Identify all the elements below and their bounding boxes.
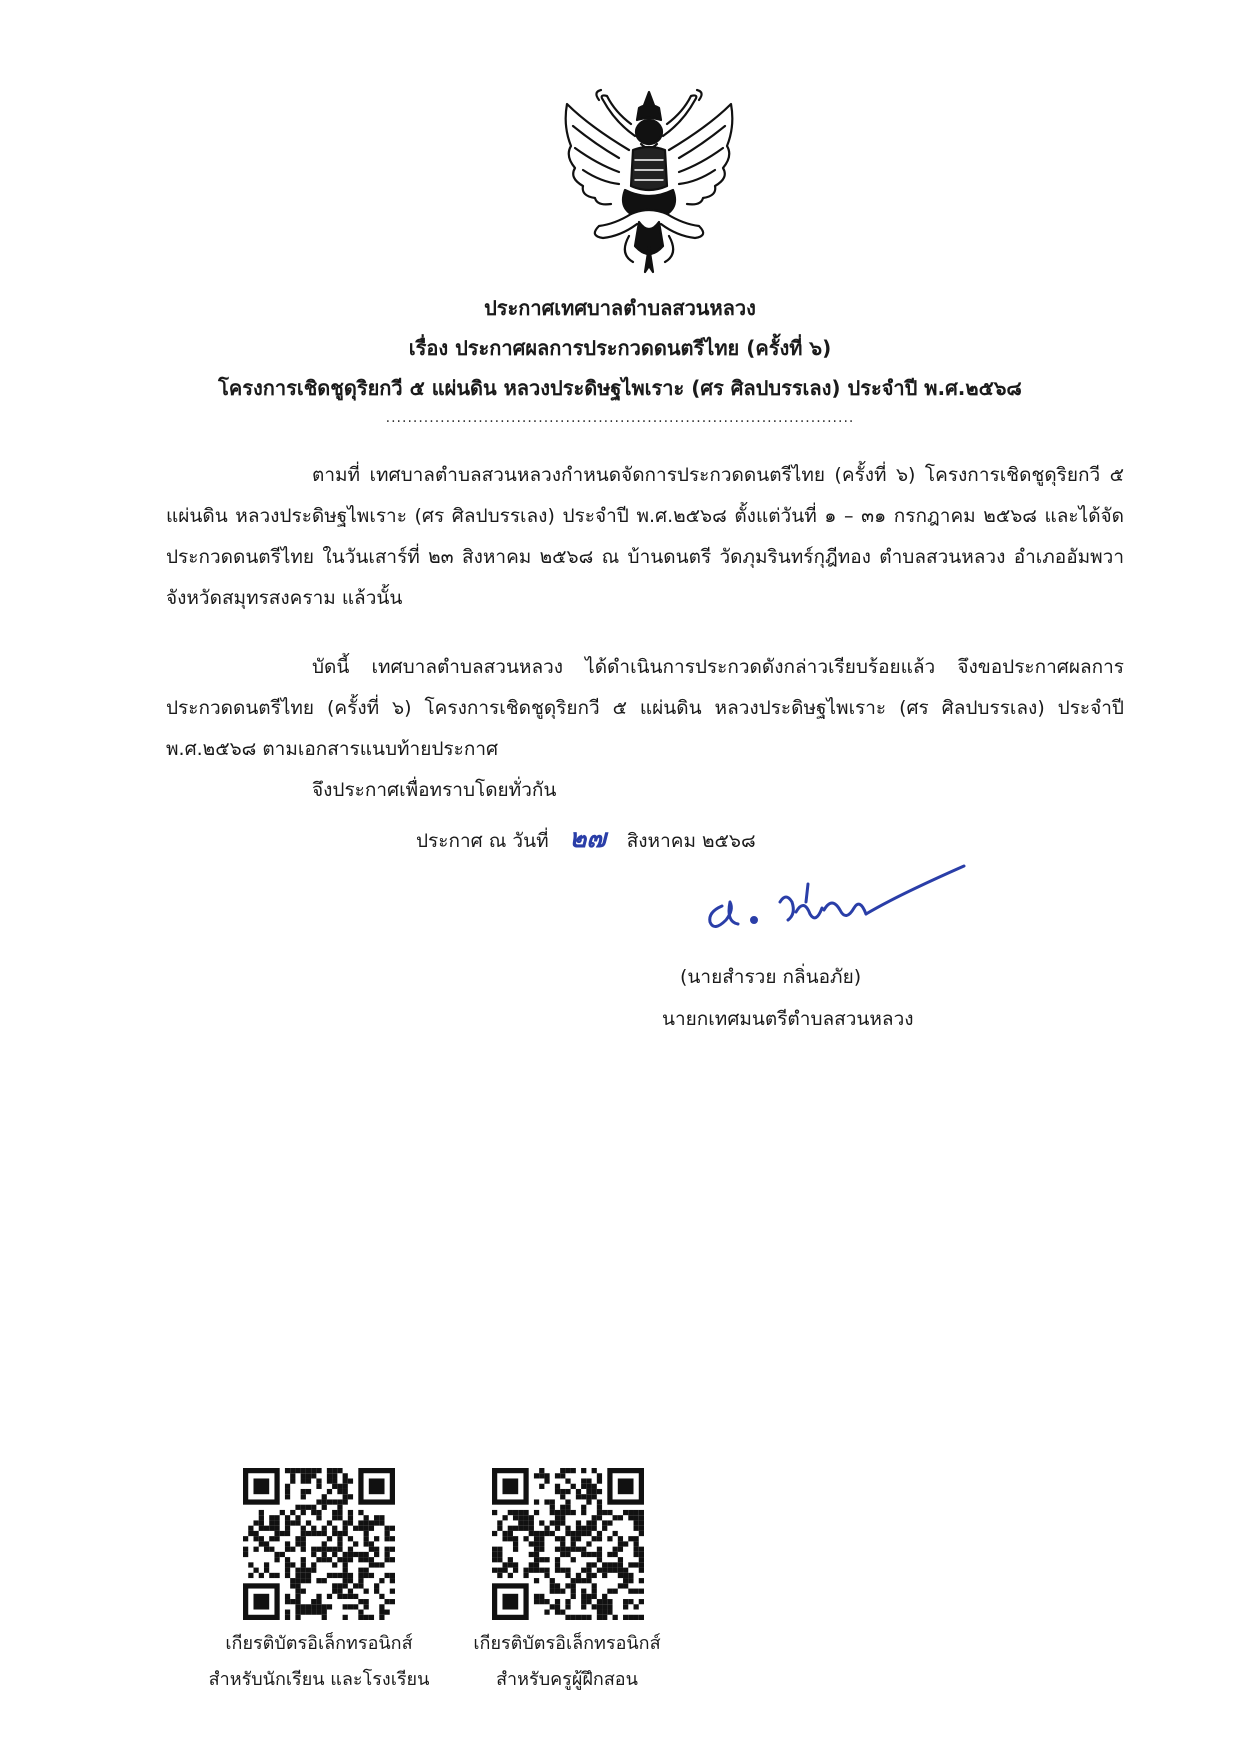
qr-caption-students <box>174 1626 464 1698</box>
garuda-emblem <box>558 86 740 276</box>
signer-title: นายกเทศมนตรีตำบลสวนหลวง <box>662 1008 914 1030</box>
handwritten-day: ๒๗ <box>569 824 606 854</box>
announcement-subject-heading: เรื่อง ประกาศผลการประกวดดนตรีไทย (ครั้งที่ ๖) <box>408 336 832 360</box>
qr-caption-students-line1: เกียรติบัตรอิเล็กทรอนิกส์ <box>225 1633 413 1654</box>
body-paragraph-1 <box>166 455 1124 619</box>
qr-caption-teachers <box>422 1626 712 1698</box>
date-prefix: ประกาศ ณ วันที่ <box>416 830 549 852</box>
qr-code-students[interactable] <box>243 1468 395 1620</box>
paragraph-2-text: บัดนี้ เทศบาลตำบลสวนหลวง ได้ดำเนินการประกวดดังกล่าวเรียบร้อยแล้ว จึงขอประกาศผลการประกวดดนตรีไทย (ครั้งที่ ๖) โครงการเชิดชูดุริยกวี ๕ แผ่นดิน หลวงประดิษฐไพเราะ (ศร ศิลปบรรเลง) ประจำปี พ.ศ.๒๕๖๘ ตามเอกสารแนบท้ายประกาศ <box>166 656 1124 760</box>
date-month-year: สิงหาคม ๒๕๖๘ <box>626 830 756 852</box>
closing-statement: จึงประกาศเพื่อทราบโดยทั่วกัน <box>312 779 557 801</box>
qr-caption-teachers-line2: สำหรับครูผู้ฝึกสอน <box>496 1669 638 1690</box>
paragraph-1-text: ตามที่ เทศบาลตำบลสวนหลวงกำหนดจัดการประกวดดนตรีไทย (ครั้งที่ ๖) โครงการเชิดชูดุริยกวี ๕ แผ่นดิน หลวงประดิษฐไพเราะ (ศร ศิลปบรรเลง) ประจำปี พ.ศ.๒๕๖๘ ตั้งแต่วันที่ ๑ – ๓๑ กรกฎาคม ๒๕๖๘ และได้จัดประกวดดนตรีไทย ในวันเสาร์ที่ ๒๓ สิงหาคม ๒๕๖๘ ณ บ้านดนตรี วัดภุมรินทร์กุฎีทอง ตำบลสวนหลวง อำเภออัมพวา จังหวัดสมุทรสงคราม แล้วนั้น <box>166 464 1124 609</box>
announcement-office-heading: ประกาศเทศบาลตำบลสวนหลวง <box>484 296 756 320</box>
qr-code-teachers[interactable] <box>492 1468 644 1620</box>
qr-caption-teachers-line1: เกียรติบัตรอิเล็กทรอนิกส์ <box>473 1633 661 1654</box>
heading-separator: ...................................................................................... <box>385 410 855 426</box>
signer-name: (นายสำรวย กลิ่นอภัย) <box>680 966 862 988</box>
signature <box>696 862 966 936</box>
announcement-project-heading: โครงการเชิดชูดุริยกวี ๕ แผ่นดิน หลวงประดิษฐไพเราะ (ศร ศิลปบรรเลง) ประจำปี พ.ศ.๒๕๖๘ <box>218 376 1022 400</box>
qr-caption-students-line2: สำหรับนักเรียน และโรงเรียน <box>208 1669 430 1690</box>
announcement-date <box>416 818 756 859</box>
body-paragraph-2 <box>166 647 1124 770</box>
